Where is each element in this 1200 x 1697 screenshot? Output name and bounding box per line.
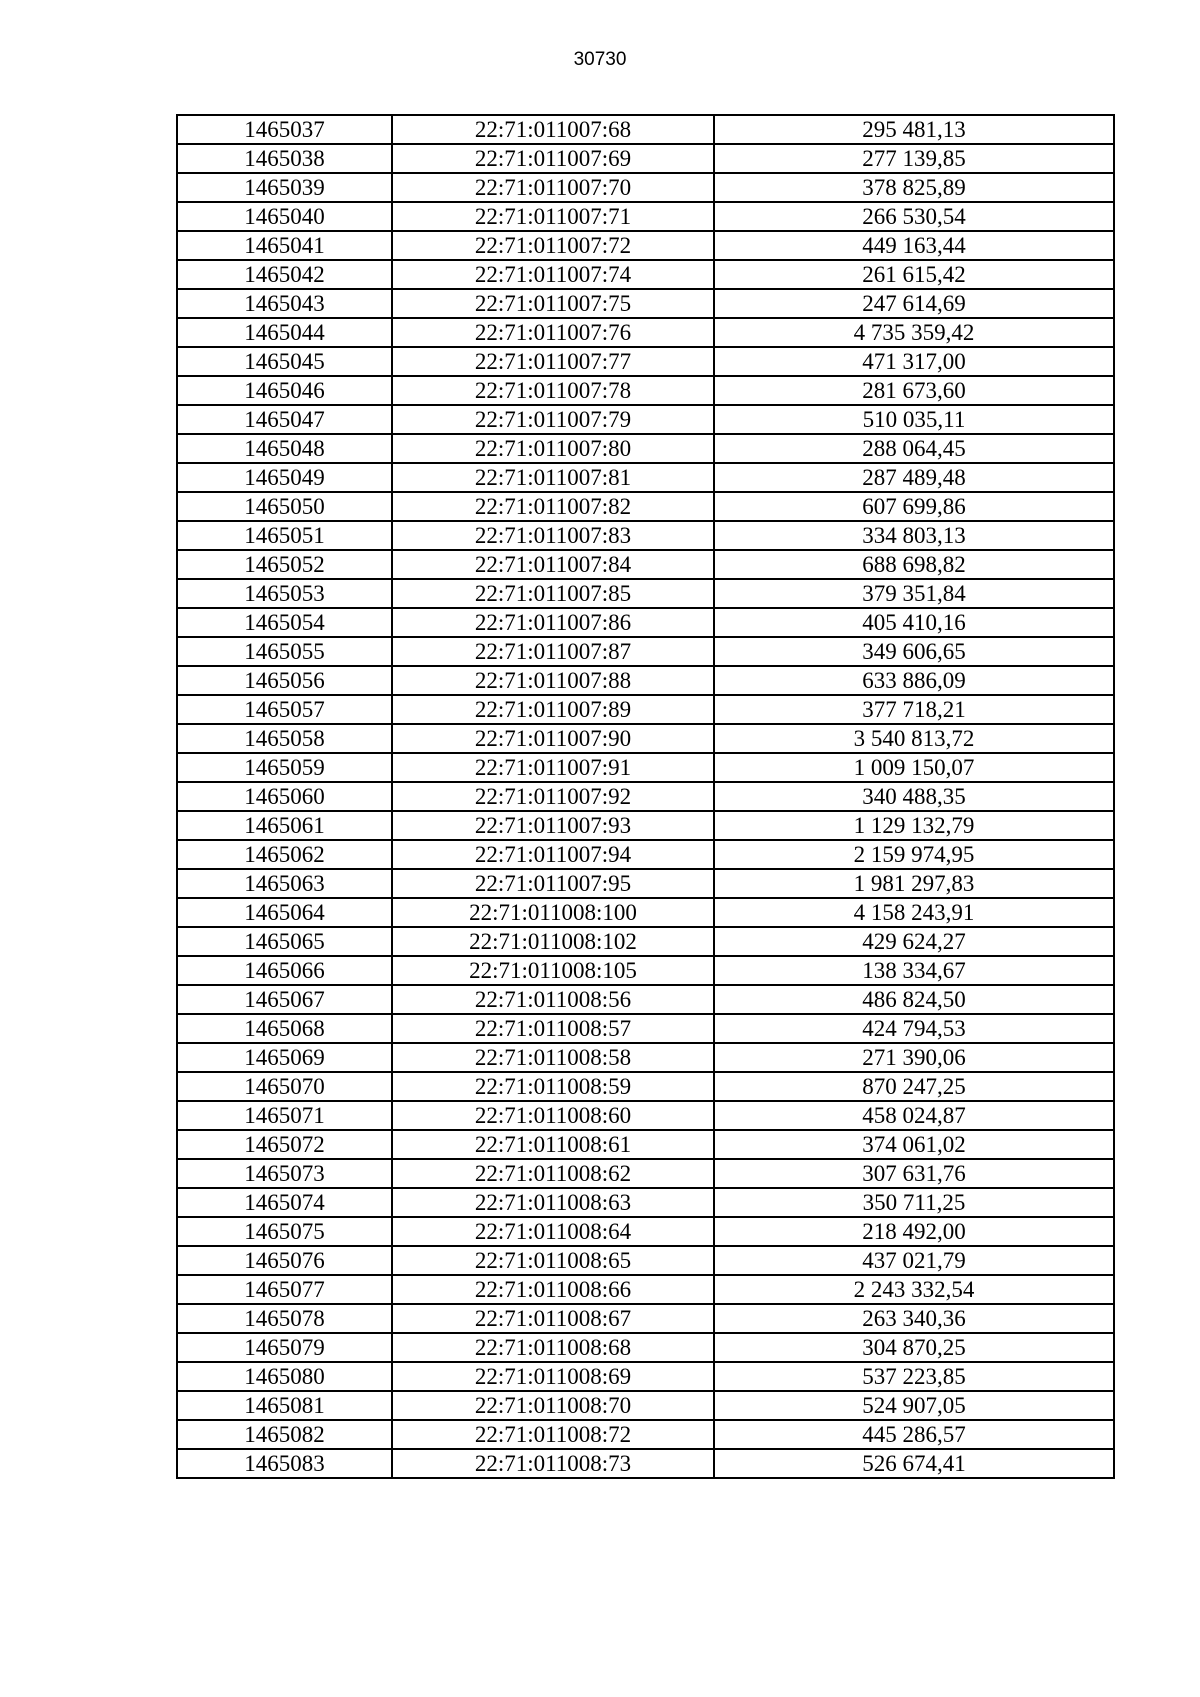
cadastral-number-cell: 22:71:011008:65 [392, 1246, 714, 1275]
row-number-cell: 1465080 [177, 1362, 392, 1391]
cadastral-number-cell: 22:71:011007:76 [392, 318, 714, 347]
table-row [177, 1217, 1114, 1246]
row-number-cell: 1465037 [177, 115, 392, 144]
cadastral-value-cell: 295 481,13 [714, 115, 1114, 144]
cadastral-value-cell: 374 061,02 [714, 1130, 1114, 1159]
cadastral-value-cell: 537 223,85 [714, 1362, 1114, 1391]
row-number-cell: 1465083 [177, 1449, 392, 1478]
cadastral-number-cell: 22:71:011008:58 [392, 1043, 714, 1072]
row-number-cell: 1465056 [177, 666, 392, 695]
cadastral-number-cell: 22:71:011008:56 [392, 985, 714, 1014]
cadastral-value-cell: 261 615,42 [714, 260, 1114, 289]
cadastral-number-cell: 22:71:011007:84 [392, 550, 714, 579]
cadastral-value-cell: 281 673,60 [714, 376, 1114, 405]
table-row [177, 782, 1114, 811]
row-number-cell: 1465039 [177, 173, 392, 202]
table-row [177, 1275, 1114, 1304]
cadastral-value-cell: 429 624,27 [714, 927, 1114, 956]
cadastral-number-cell: 22:71:011008:57 [392, 1014, 714, 1043]
cadastral-value-cell: 526 674,41 [714, 1449, 1114, 1478]
row-number-cell: 1465067 [177, 985, 392, 1014]
cadastral-number-cell: 22:71:011008:70 [392, 1391, 714, 1420]
cadastral-value-cell: 304 870,25 [714, 1333, 1114, 1362]
row-number-cell: 1465077 [177, 1275, 392, 1304]
cadastral-value-cell: 378 825,89 [714, 173, 1114, 202]
cadastral-number-cell: 22:71:011008:68 [392, 1333, 714, 1362]
cadastral-number-cell: 22:71:011008:102 [392, 927, 714, 956]
table-row [177, 1159, 1114, 1188]
table-row [177, 579, 1114, 608]
row-number-cell: 1465057 [177, 695, 392, 724]
table-row [177, 260, 1114, 289]
cadastral-number-cell: 22:71:011007:74 [392, 260, 714, 289]
row-number-cell: 1465051 [177, 521, 392, 550]
cadastral-value-table [176, 114, 1115, 1479]
row-number-cell: 1465065 [177, 927, 392, 956]
row-number-cell: 1465063 [177, 869, 392, 898]
cadastral-number-cell: 22:71:011007:72 [392, 231, 714, 260]
row-number-cell: 1465044 [177, 318, 392, 347]
cadastral-value-cell: 486 824,50 [714, 985, 1114, 1014]
cadastral-value-cell: 471 317,00 [714, 347, 1114, 376]
row-number-cell: 1465061 [177, 811, 392, 840]
cadastral-value-cell: 2 243 332,54 [714, 1275, 1114, 1304]
cadastral-number-cell: 22:71:011007:88 [392, 666, 714, 695]
cadastral-number-cell: 22:71:011008:105 [392, 956, 714, 985]
table-row [177, 1043, 1114, 1072]
cadastral-number-cell: 22:71:011007:87 [392, 637, 714, 666]
cadastral-number-cell: 22:71:011008:100 [392, 898, 714, 927]
cadastral-value-cell: 4 158 243,91 [714, 898, 1114, 927]
cadastral-value-cell: 2 159 974,95 [714, 840, 1114, 869]
row-number-cell: 1465054 [177, 608, 392, 637]
table-row [177, 608, 1114, 637]
cadastral-value-cell: 405 410,16 [714, 608, 1114, 637]
cadastral-number-cell: 22:71:011007:91 [392, 753, 714, 782]
cadastral-number-cell: 22:71:011008:69 [392, 1362, 714, 1391]
table-row [177, 376, 1114, 405]
cadastral-number-cell: 22:71:011007:83 [392, 521, 714, 550]
cadastral-value-cell: 277 139,85 [714, 144, 1114, 173]
cadastral-value-cell: 379 351,84 [714, 579, 1114, 608]
table-row [177, 637, 1114, 666]
cadastral-number-cell: 22:71:011007:77 [392, 347, 714, 376]
row-number-cell: 1465062 [177, 840, 392, 869]
row-number-cell: 1465038 [177, 144, 392, 173]
table-row [177, 840, 1114, 869]
cadastral-number-cell: 22:71:011007:94 [392, 840, 714, 869]
cadastral-value-cell: 449 163,44 [714, 231, 1114, 260]
cadastral-value-cell: 138 334,67 [714, 956, 1114, 985]
table-row [177, 869, 1114, 898]
cadastral-number-cell: 22:71:011007:95 [392, 869, 714, 898]
row-number-cell: 1465071 [177, 1101, 392, 1130]
cadastral-value-cell: 688 698,82 [714, 550, 1114, 579]
cadastral-number-cell: 22:71:011007:82 [392, 492, 714, 521]
cadastral-number-cell: 22:71:011007:80 [392, 434, 714, 463]
cadastral-number-cell: 22:71:011007:86 [392, 608, 714, 637]
cadastral-value-cell: 247 614,69 [714, 289, 1114, 318]
table-row [177, 202, 1114, 231]
cadastral-value-cell: 334 803,13 [714, 521, 1114, 550]
row-number-cell: 1465053 [177, 579, 392, 608]
table-row [177, 666, 1114, 695]
cadastral-value-cell: 349 606,65 [714, 637, 1114, 666]
table-row [177, 1130, 1114, 1159]
row-number-cell: 1465045 [177, 347, 392, 376]
table-row [177, 1188, 1114, 1217]
table-row [177, 1449, 1114, 1478]
cadastral-value-cell: 1 981 297,83 [714, 869, 1114, 898]
cadastral-value-cell: 607 699,86 [714, 492, 1114, 521]
row-number-cell: 1465043 [177, 289, 392, 318]
row-number-cell: 1465072 [177, 1130, 392, 1159]
cadastral-value-cell: 458 024,87 [714, 1101, 1114, 1130]
table-row [177, 1101, 1114, 1130]
cadastral-number-cell: 22:71:011007:70 [392, 173, 714, 202]
cadastral-value-cell: 510 035,11 [714, 405, 1114, 434]
row-number-cell: 1465059 [177, 753, 392, 782]
row-number-cell: 1465073 [177, 1159, 392, 1188]
cadastral-number-cell: 22:71:011008:63 [392, 1188, 714, 1217]
row-number-cell: 1465058 [177, 724, 392, 753]
row-number-cell: 1465042 [177, 260, 392, 289]
cadastral-value-cell: 307 631,76 [714, 1159, 1114, 1188]
cadastral-number-cell: 22:71:011007:92 [392, 782, 714, 811]
cadastral-number-cell: 22:71:011008:61 [392, 1130, 714, 1159]
table-row [177, 1304, 1114, 1333]
row-number-cell: 1465052 [177, 550, 392, 579]
table-row [177, 1246, 1114, 1275]
row-number-cell: 1465078 [177, 1304, 392, 1333]
cadastral-number-cell: 22:71:011007:75 [392, 289, 714, 318]
table-row [177, 289, 1114, 318]
table-row [177, 144, 1114, 173]
table-body [177, 115, 1114, 1478]
cadastral-value-cell: 870 247,25 [714, 1072, 1114, 1101]
cadastral-value-cell: 350 711,25 [714, 1188, 1114, 1217]
table-row [177, 724, 1114, 753]
cadastral-number-cell: 22:71:011007:90 [392, 724, 714, 753]
table-row [177, 898, 1114, 927]
table-row [177, 173, 1114, 202]
row-number-cell: 1465048 [177, 434, 392, 463]
row-number-cell: 1465049 [177, 463, 392, 492]
cadastral-number-cell: 22:71:011008:59 [392, 1072, 714, 1101]
table-row [177, 434, 1114, 463]
table-row [177, 463, 1114, 492]
row-number-cell: 1465047 [177, 405, 392, 434]
row-number-cell: 1465064 [177, 898, 392, 927]
row-number-cell: 1465069 [177, 1043, 392, 1072]
table-row [177, 1362, 1114, 1391]
table-row [177, 318, 1114, 347]
cadastral-number-cell: 22:71:011008:64 [392, 1217, 714, 1246]
cadastral-number-cell: 22:71:011007:78 [392, 376, 714, 405]
table-row [177, 347, 1114, 376]
table-row [177, 927, 1114, 956]
cadastral-number-cell: 22:71:011008:62 [392, 1159, 714, 1188]
cadastral-number-cell: 22:71:011007:71 [392, 202, 714, 231]
cadastral-value-cell: 377 718,21 [714, 695, 1114, 724]
row-number-cell: 1465081 [177, 1391, 392, 1420]
table-row [177, 956, 1114, 985]
cadastral-value-cell: 633 886,09 [714, 666, 1114, 695]
cadastral-number-cell: 22:71:011008:67 [392, 1304, 714, 1333]
cadastral-number-cell: 22:71:011007:81 [392, 463, 714, 492]
cadastral-number-cell: 22:71:011007:79 [392, 405, 714, 434]
cadastral-value-cell: 4 735 359,42 [714, 318, 1114, 347]
cadastral-number-cell: 22:71:011008:60 [392, 1101, 714, 1130]
table-row [177, 550, 1114, 579]
row-number-cell: 1465076 [177, 1246, 392, 1275]
table-row [177, 1420, 1114, 1449]
cadastral-value-cell: 271 390,06 [714, 1043, 1114, 1072]
table-row [177, 811, 1114, 840]
cadastral-value-cell: 266 530,54 [714, 202, 1114, 231]
table-row [177, 985, 1114, 1014]
cadastral-value-cell: 437 021,79 [714, 1246, 1114, 1275]
cadastral-number-cell: 22:71:011008:72 [392, 1420, 714, 1449]
table-row [177, 231, 1114, 260]
row-number-cell: 1465046 [177, 376, 392, 405]
row-number-cell: 1465079 [177, 1333, 392, 1362]
row-number-cell: 1465066 [177, 956, 392, 985]
row-number-cell: 1465070 [177, 1072, 392, 1101]
row-number-cell: 1465060 [177, 782, 392, 811]
cadastral-number-cell: 22:71:011008:66 [392, 1275, 714, 1304]
table-row [177, 115, 1114, 144]
cadastral-number-cell: 22:71:011007:85 [392, 579, 714, 608]
cadastral-value-cell: 340 488,35 [714, 782, 1114, 811]
row-number-cell: 1465040 [177, 202, 392, 231]
cadastral-value-cell: 424 794,53 [714, 1014, 1114, 1043]
cadastral-number-cell: 22:71:011008:73 [392, 1449, 714, 1478]
cadastral-number-cell: 22:71:011007:89 [392, 695, 714, 724]
row-number-cell: 1465068 [177, 1014, 392, 1043]
cadastral-value-cell: 263 340,36 [714, 1304, 1114, 1333]
table-row [177, 1014, 1114, 1043]
table-row [177, 1333, 1114, 1362]
cadastral-value-cell: 1 009 150,07 [714, 753, 1114, 782]
cadastral-value-cell: 445 286,57 [714, 1420, 1114, 1449]
row-number-cell: 1465082 [177, 1420, 392, 1449]
page-number: 30730 [573, 49, 627, 70]
table-row [177, 521, 1114, 550]
cadastral-value-cell: 524 907,05 [714, 1391, 1114, 1420]
cadastral-value-cell: 1 129 132,79 [714, 811, 1114, 840]
table-row [177, 753, 1114, 782]
row-number-cell: 1465050 [177, 492, 392, 521]
table-row [177, 695, 1114, 724]
row-number-cell: 1465055 [177, 637, 392, 666]
cadastral-value-cell: 3 540 813,72 [714, 724, 1114, 753]
table-row [177, 1391, 1114, 1420]
cadastral-number-cell: 22:71:011007:68 [392, 115, 714, 144]
row-number-cell: 1465074 [177, 1188, 392, 1217]
cadastral-value-cell: 287 489,48 [714, 463, 1114, 492]
table-row [177, 492, 1114, 521]
row-number-cell: 1465075 [177, 1217, 392, 1246]
cadastral-number-cell: 22:71:011007:93 [392, 811, 714, 840]
row-number-cell: 1465041 [177, 231, 392, 260]
cadastral-value-cell: 288 064,45 [714, 434, 1114, 463]
table-row [177, 405, 1114, 434]
table-row [177, 1072, 1114, 1101]
cadastral-value-cell: 218 492,00 [714, 1217, 1114, 1246]
cadastral-number-cell: 22:71:011007:69 [392, 144, 714, 173]
